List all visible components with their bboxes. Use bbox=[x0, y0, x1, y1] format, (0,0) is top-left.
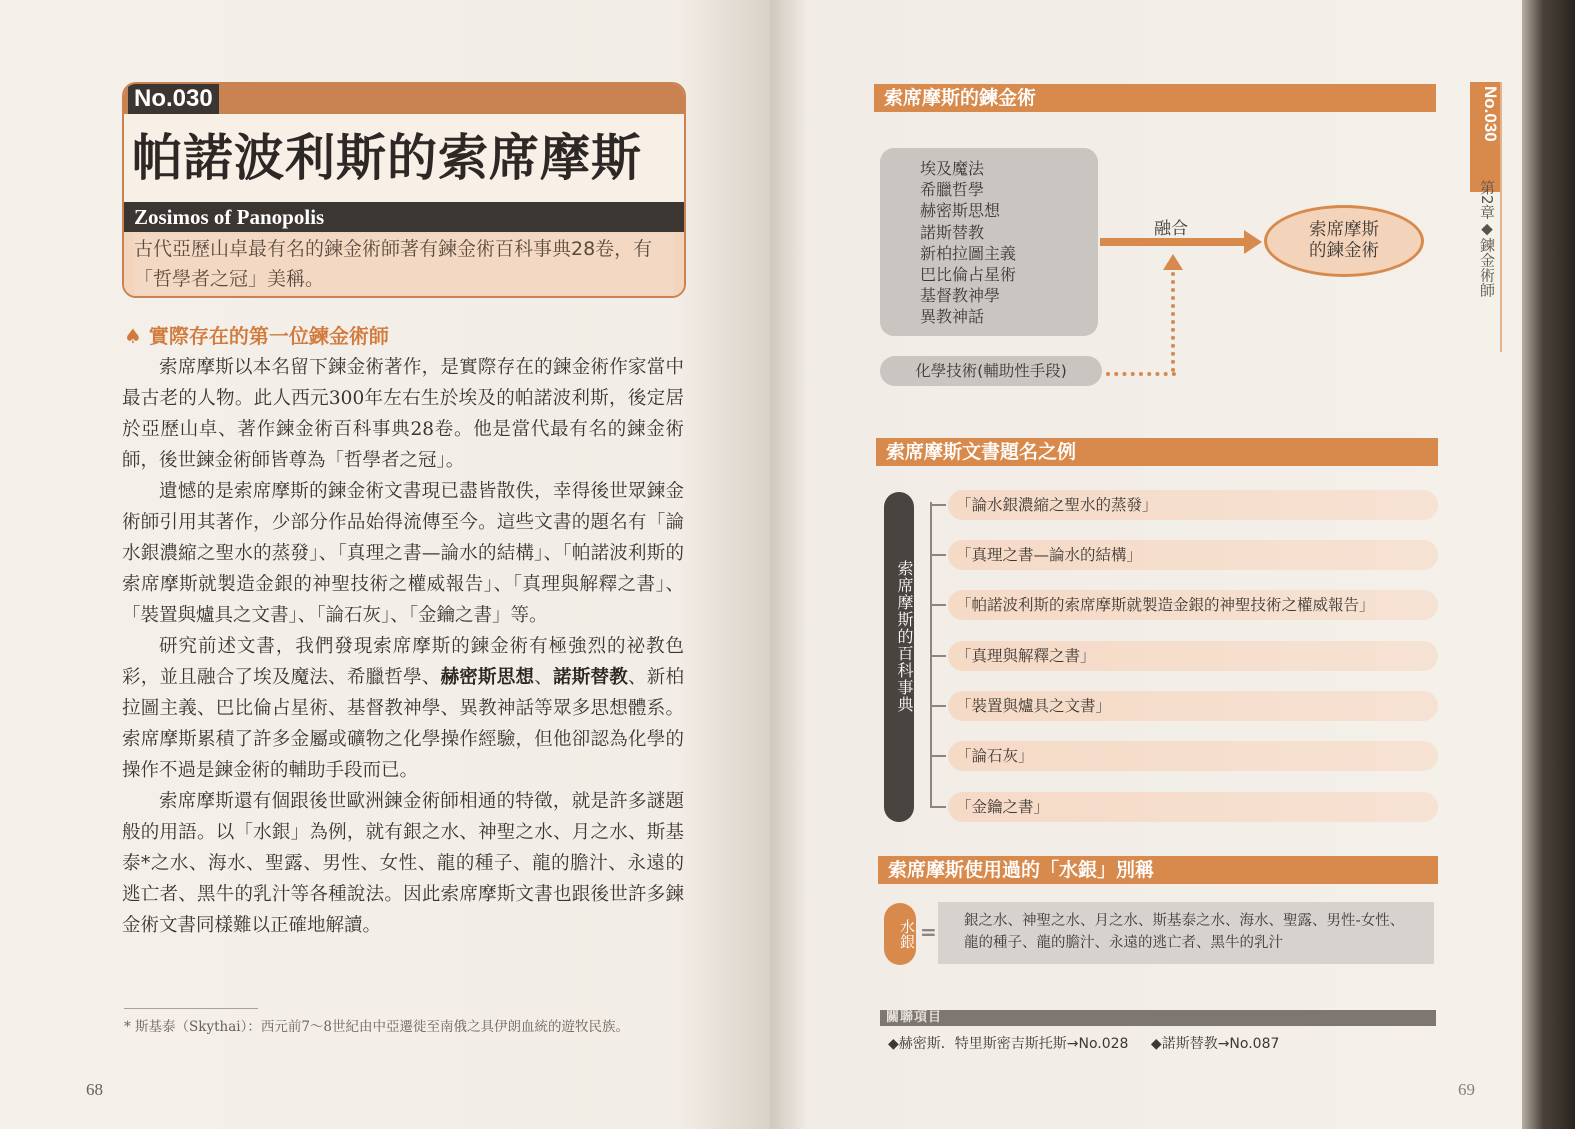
document-title-pill: 「真理與解釋之書」 bbox=[948, 641, 1438, 671]
related-title: 關聯項目 bbox=[886, 1010, 943, 1025]
related-bar bbox=[880, 1010, 1436, 1026]
paragraph-3-part-a: 研究前述文書，我們發現索席摩斯的鍊金術有極強烈的祕教色彩，並且融合了埃及魔法、希臘哲學、 bbox=[122, 636, 684, 688]
book-edge bbox=[1522, 0, 1575, 1129]
paragraph-3-part-c: 、新柏拉圖主義、巴比倫占星術、基督教神學、異教神話等眾多思想體系。索席摩斯累積了許多金屬或礦物之化學操作經驗，但他卻認為化學的操作不過是鍊金術的輔助手段而已。 bbox=[122, 667, 684, 781]
influence-item: 赫密斯思想 bbox=[920, 201, 1001, 221]
related-links bbox=[888, 1034, 1297, 1054]
mercury-aliases: 銀之水、神聖之水、月之水、斯基泰之水、海水、聖露、男性-女性、龍的種子、龍的膽汁、永遠的逃亡者、黑牛的乳汁 bbox=[964, 913, 1405, 951]
page-number-right: 69 bbox=[1458, 1080, 1475, 1099]
equals-sign: = bbox=[920, 920, 937, 944]
dotted-connector-vertical bbox=[1171, 272, 1175, 372]
section-title-alchemy: 索席摩斯的鍊金術 bbox=[884, 87, 1037, 109]
section-heading: ♠ 實際存在的第一位鍊金術師 bbox=[124, 324, 389, 348]
related-link-gnostic[interactable]: ◆諾斯替教→No.087 bbox=[1150, 1036, 1280, 1052]
result-line-1: 索席摩斯 bbox=[1309, 220, 1379, 240]
bracket-tick bbox=[930, 705, 946, 707]
entry-number: No.030 bbox=[128, 84, 219, 114]
mercury-icon: 水銀 bbox=[884, 903, 916, 965]
footnote: * 斯基泰（Skythai）：西元前7～8世紀由中亞遷徙至南俄之具伊朗血統的遊牧民族。 bbox=[124, 1019, 630, 1035]
result-line-2: 的鍊金術 bbox=[1309, 241, 1379, 261]
bracket-tick bbox=[930, 755, 946, 757]
section-bar-titles bbox=[876, 438, 1438, 466]
bracket-tick bbox=[930, 504, 946, 506]
english-title: Zosimos of Panopolis bbox=[124, 202, 684, 232]
fusion-arrow-line bbox=[1100, 238, 1248, 246]
related-link-hermes[interactable]: ◆赫密斯．特里斯密吉斯托斯→No.028 bbox=[888, 1036, 1129, 1052]
separator: 、 bbox=[534, 667, 554, 688]
paragraph-4: 索席摩斯還有個跟後世歐洲鍊金術師相通的特徵，就是許多謎題般的用語。以「水銀」為例，就有銀之水、神聖之水、月之水、斯基泰*之水、海水、聖露、男性、女性、龍的種子、龍的膽汁、永遠的逃亡者、黑牛的乳汁等各種說法。因此索席摩斯文書也跟後世許多鍊金術文書同樣難以正確地解讀。 bbox=[122, 791, 684, 936]
influences-list bbox=[920, 158, 1016, 328]
chemistry-pill: 化學技術(輔助性手段) bbox=[880, 356, 1102, 386]
body-text bbox=[122, 352, 684, 941]
page-title: 帕諾波利斯的索席摩斯 bbox=[132, 129, 642, 187]
document-title-pill: 「帕諾波利斯的索席摩斯就製造金銀的神聖技術之權威報告」 bbox=[948, 590, 1438, 620]
influence-item: 希臘哲學 bbox=[920, 180, 985, 200]
fusion-label: 融合 bbox=[1154, 219, 1188, 239]
section-bar-mercury bbox=[878, 856, 1438, 884]
bracket-tick bbox=[930, 604, 946, 606]
document-title-pill: 「金鑰之書」 bbox=[948, 792, 1438, 822]
bracket-tick bbox=[930, 554, 946, 556]
document-title-pill: 「真理之書—論水的結構」 bbox=[948, 540, 1438, 570]
document-title-pill: 「裝置與爐具之文書」 bbox=[948, 691, 1438, 721]
influence-item: 諾斯替教 bbox=[920, 222, 985, 242]
result-text bbox=[1264, 220, 1424, 262]
title-box bbox=[122, 82, 686, 298]
influence-item: 巴比倫占星術 bbox=[920, 265, 1017, 285]
side-rule bbox=[1500, 82, 1502, 352]
document-title-pill: 「論石灰」 bbox=[948, 741, 1438, 771]
document-title-pill: 「論水銀濃縮之聖水的蒸發」 bbox=[948, 490, 1438, 520]
paragraph-2: 遺憾的是索席摩斯的鍊金術文書現已盡皆散佚，幸得後世眾鍊金術師引用其著作，少部分作品始得流傳至今。這些文書的題名有「論水銀濃縮之聖水的蒸發」、「真理之書—論水的結構」、「帕諾波利斯的索席摩斯就製造金銀的神聖技術之權威報告」、「真理與解釋之書」、「裝置與爐具之文書」、「論石灰」、「金鑰之書」等。 bbox=[122, 481, 684, 626]
fusion-arrow-head bbox=[1244, 230, 1262, 254]
section-title-mercury: 索席摩斯使用過的「水銀」別稱 bbox=[888, 859, 1155, 881]
footnote-rule bbox=[124, 1008, 258, 1009]
side-entry-number: No.030 bbox=[1481, 86, 1500, 142]
bracket-tick bbox=[930, 806, 946, 808]
influence-item: 異教神話 bbox=[920, 307, 985, 327]
side-chapter: 第2章◆鍊金術師 bbox=[1478, 180, 1496, 298]
dotted-arrow-head bbox=[1163, 254, 1183, 270]
dotted-connector-horizontal bbox=[1106, 372, 1176, 376]
subtitle: 古代亞歷山卓最有名的鍊金術師著有鍊金術百科事典28卷，有「哲學者之冠」美稱。 bbox=[134, 234, 674, 294]
paragraph-3 bbox=[122, 631, 684, 786]
influence-item: 新柏拉圖主義 bbox=[920, 243, 1017, 263]
bracket-tick bbox=[930, 655, 946, 657]
bold-term-hermetic: 赫密斯思想 bbox=[440, 667, 535, 688]
encyclopedia-label: 索席摩斯的百科事典 bbox=[895, 560, 914, 713]
paragraph-1: 索席摩斯以本名留下鍊金術著作，是實際存在的鍊金術作家當中最古老的人物。此人西元300年左右生於埃及的帕諾波利斯，後定居於亞歷山卓、著作鍊金術百科事典28卷。他是當代最有名的鍊金術師，後世鍊金術師皆尊為「哲學者之冠」。 bbox=[122, 357, 684, 471]
influence-item: 埃及魔法 bbox=[920, 159, 985, 178]
left-page bbox=[0, 0, 770, 1129]
section-bar-alchemy bbox=[874, 84, 1436, 112]
right-page bbox=[770, 0, 1522, 1129]
page-number-left: 68 bbox=[86, 1080, 103, 1099]
bold-term-gnostic: 諾斯替教 bbox=[553, 667, 628, 688]
influence-item: 基督教神學 bbox=[920, 286, 1001, 306]
section-title-titles: 索席摩斯文書題名之例 bbox=[886, 441, 1077, 463]
